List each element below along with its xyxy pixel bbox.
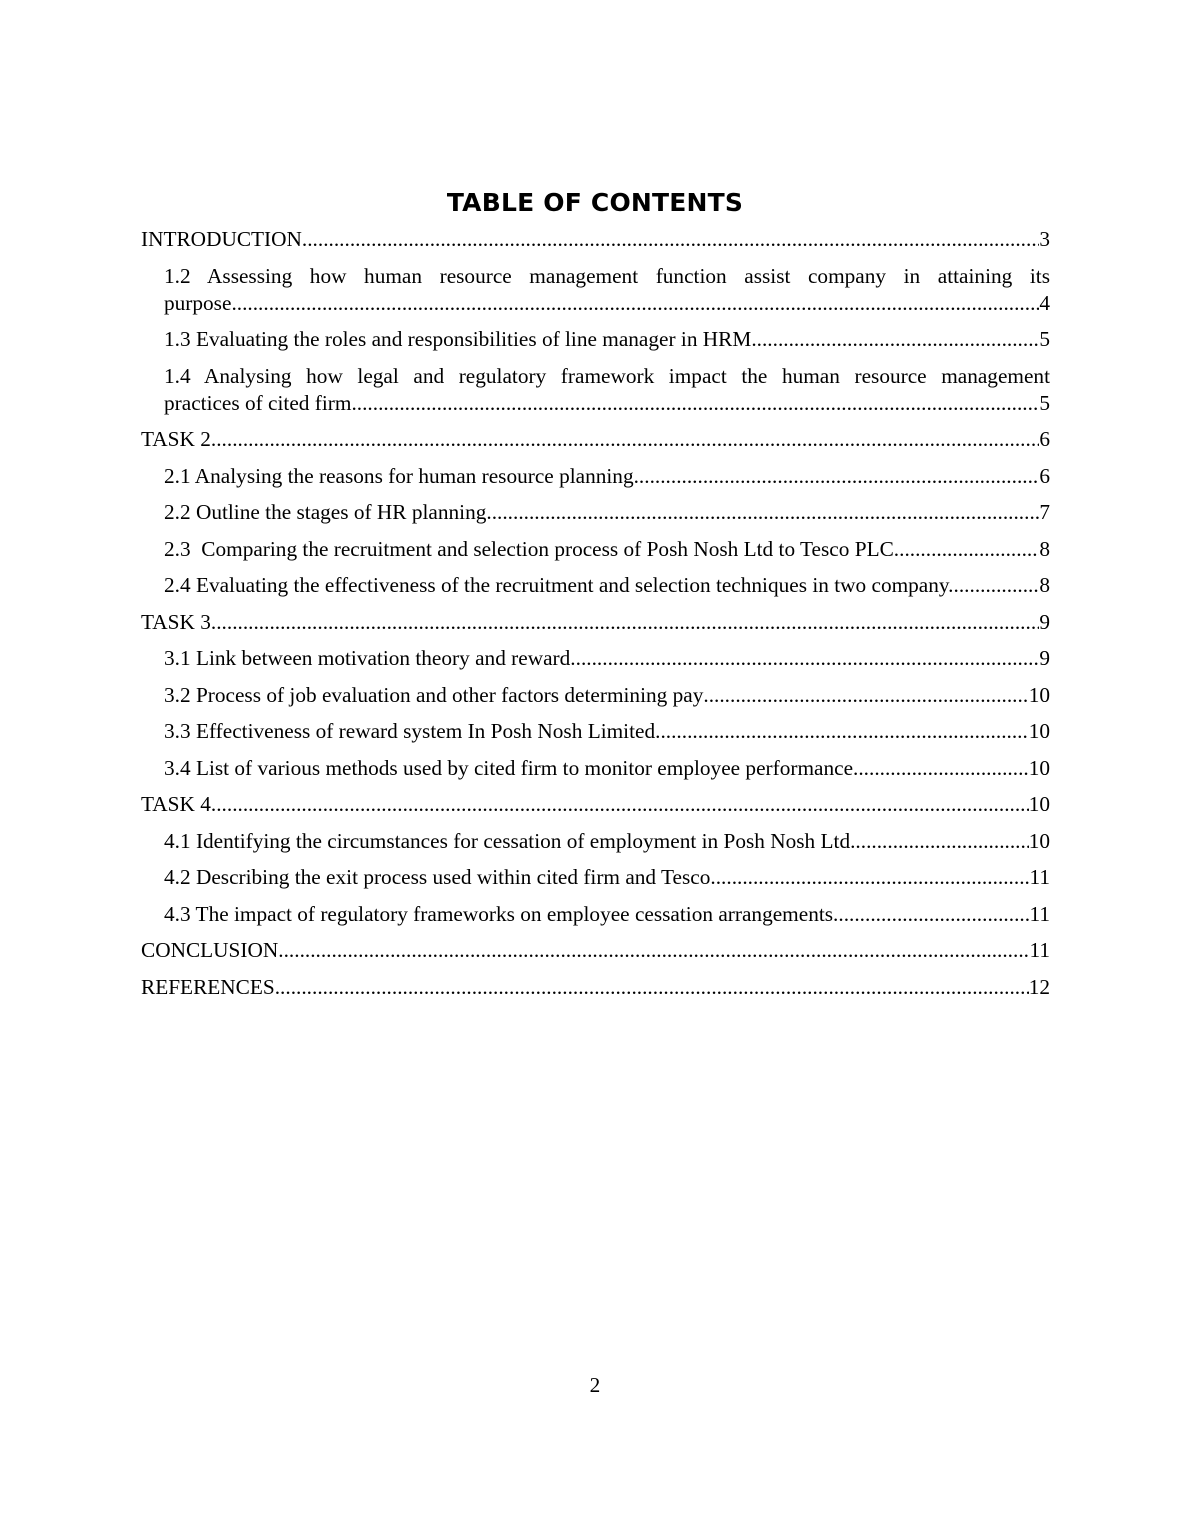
dot-leader	[634, 463, 1040, 490]
toc-entry-2-2[interactable]	[141, 499, 1050, 526]
toc-entry-page: 4	[1039, 290, 1050, 315]
toc-entry-conclusion[interactable]	[141, 937, 1050, 964]
dot-leader	[357, 390, 1040, 417]
toc-entry-text-line1: 1.4 Analysing how legal and regulatory framework impact the human resource management	[164, 363, 1050, 388]
toc-entry-3-4[interactable]	[141, 755, 1050, 782]
toc-entry-page: 8	[1039, 573, 1050, 597]
toc-entry-text: 4.1 Identifying the circumstances for cessation of employment in Posh Nosh Ltd	[164, 828, 851, 853]
toc-entry-1-3[interactable]	[141, 326, 1050, 353]
toc-entry-1-4[interactable]	[141, 363, 1050, 417]
toc-entry-text: 3.3 Effectiveness of reward system In Posh Nosh Limited	[164, 719, 656, 743]
table-of-contents	[141, 226, 1050, 1010]
dot-leader	[894, 536, 1040, 563]
toc-entry-text-line2: purpose	[164, 290, 232, 315]
toc-entry-page: 10	[1028, 828, 1050, 853]
toc-entry-task-2[interactable]	[141, 426, 1050, 453]
toc-entry-text: INTRODUCTION	[141, 227, 302, 251]
dot-leader	[703, 682, 1028, 709]
toc-entry-3-3[interactable]	[141, 718, 1050, 745]
toc-entry-2-4[interactable]	[141, 572, 1050, 599]
toc-entry-page: 9	[1039, 646, 1050, 670]
toc-title: TABLE OF CONTENTS	[446, 188, 744, 217]
dot-leader	[275, 974, 1029, 1001]
toc-entry-text: 3.1 Link between motivation theory and reward	[164, 646, 571, 670]
toc-entry-text-line2: practices of cited firm.	[164, 390, 357, 415]
toc-entry-page: 3	[1039, 227, 1050, 251]
toc-entry-text: TASK 2	[141, 427, 211, 451]
toc-entry-text: 4.2 Describing the exit process used within cited firm and Tesco	[164, 865, 711, 889]
toc-entry-text: TASK 4	[141, 792, 211, 816]
toc-entry-task-4[interactable]	[141, 791, 1050, 818]
dot-leader	[211, 426, 1039, 453]
toc-entry-text: CONCLUSION	[141, 938, 279, 962]
toc-entry-text: 2.3 Comparing the recruitment and selection process of Posh Nosh Ltd to Tesco PLC	[164, 536, 894, 561]
toc-entry-page: 12	[1028, 974, 1050, 999]
toc-entry-4-3[interactable]	[141, 901, 1050, 928]
toc-entry-text: 2.4 Evaluating the effectiveness of the recruitment and selection techniques in two company.	[164, 573, 954, 597]
toc-entry-page: 6	[1039, 463, 1050, 488]
dot-leader	[278, 937, 1029, 964]
toc-entry-references[interactable]	[141, 974, 1050, 1001]
toc-entry-page: 10	[1028, 755, 1050, 780]
toc-entry-text: 3.4 List of various methods used by cited firm to monitor employee performance	[164, 755, 854, 780]
dot-leader	[853, 755, 1029, 782]
dot-leader	[954, 572, 1040, 599]
toc-entry-page: 8	[1039, 536, 1050, 561]
toc-entry-text: 1.3 Evaluating the roles and responsibilities of line manager in HRM	[164, 327, 752, 351]
toc-entry-introduction[interactable]	[141, 226, 1050, 253]
toc-entry-page: 7	[1039, 500, 1050, 524]
toc-entry-page: 11	[1029, 901, 1050, 926]
toc-entry-page: 5	[1039, 390, 1050, 415]
toc-entry-page: 6	[1039, 427, 1050, 451]
dot-leader	[486, 499, 1039, 526]
dot-leader	[710, 864, 1029, 891]
toc-entry-page: 5	[1039, 327, 1050, 351]
toc-entry-page: 10	[1028, 719, 1050, 743]
toc-entry-text-line1: 1.2 Assessing how human resource management function assist company in attaining its	[164, 263, 1050, 288]
toc-entry-2-3[interactable]	[141, 536, 1050, 563]
dot-leader	[850, 828, 1029, 855]
toc-entry-text: 2.1 Analysing the reasons for human resource planning	[164, 463, 634, 488]
toc-entry-3-2[interactable]	[141, 682, 1050, 709]
toc-entry-4-1[interactable]	[141, 828, 1050, 855]
toc-entry-text: 3.2 Process of job evaluation and other factors determining pay	[164, 682, 704, 707]
dot-leader	[302, 226, 1039, 253]
toc-entry-1-2[interactable]	[141, 263, 1050, 317]
dot-leader	[211, 609, 1039, 636]
toc-entry-4-2[interactable]	[141, 864, 1050, 891]
dot-leader	[655, 718, 1029, 745]
page-number: 2	[589, 1373, 601, 1397]
toc-entry-page: 11	[1029, 865, 1050, 889]
dot-leader	[570, 645, 1039, 672]
dot-leader	[231, 290, 1039, 317]
toc-entry-page: 10	[1028, 682, 1050, 707]
toc-entry-2-1[interactable]	[141, 463, 1050, 490]
toc-entry-3-1[interactable]	[141, 645, 1050, 672]
toc-entry-page: 11	[1029, 938, 1050, 962]
toc-entry-text: REFERENCES	[141, 974, 275, 999]
toc-entry-page: 10	[1028, 792, 1050, 816]
toc-entry-page: 9	[1039, 609, 1050, 634]
dot-leader	[751, 326, 1039, 353]
toc-entry-text: TASK 3	[141, 609, 211, 634]
toc-entry-text: 2.2 Outline the stages of HR planning	[164, 500, 487, 524]
dot-leader	[833, 901, 1029, 928]
toc-entry-task-3[interactable]	[141, 609, 1050, 636]
toc-entry-text: 4.3 The impact of regulatory frameworks on employee cessation arrangements	[164, 901, 834, 926]
dot-leader	[211, 791, 1029, 818]
